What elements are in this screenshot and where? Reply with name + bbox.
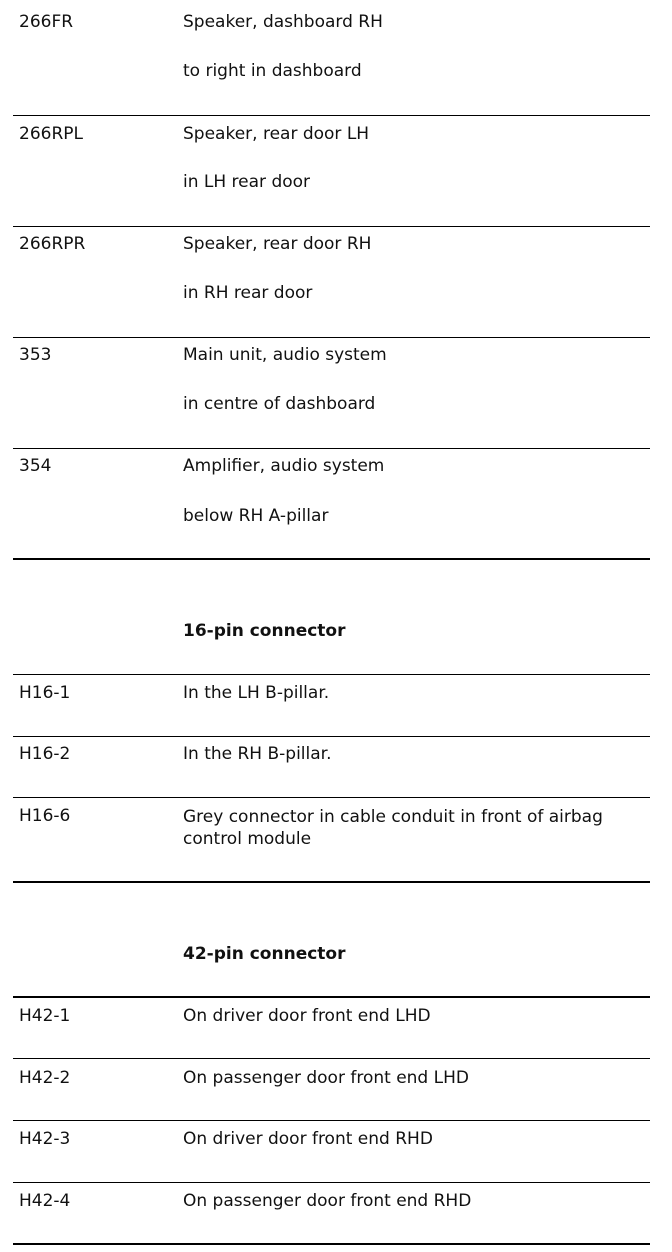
component-description: Speaker, dashboard RH [183,12,383,32]
component-location: in LH rear door [183,172,311,192]
row-divider [13,1182,650,1183]
connector-code: H16-2 [19,744,71,764]
component-location: below RH A-pillar [183,506,329,526]
section-divider [13,881,650,883]
component-description: Speaker, rear door LH [183,124,370,144]
connector-location: In the LH B-pillar. [183,683,330,703]
connector-code: H16-1 [19,683,71,703]
component-description: Main unit, audio system [183,345,387,365]
row-divider [13,337,650,338]
connector-code: H16-6 [19,806,71,826]
connector-code: H42-3 [19,1129,71,1149]
row-divider [13,1120,650,1121]
row-divider [13,797,650,798]
section-heading-42-pin: 42-pin connector [183,944,346,964]
component-code: 353 [19,345,52,365]
connector-code: H42-1 [19,1006,71,1026]
row-divider [13,674,650,675]
component-code: 266FR [19,12,74,32]
row-divider [13,448,650,449]
component-description: Amplifier, audio system [183,456,385,476]
connector-code: H42-4 [19,1191,71,1211]
connector-code: H42-2 [19,1068,71,1088]
connector-location: Grey connector in cable conduit in front of airbag control module [183,807,603,849]
connector-location: In the RH B-pillar. [183,744,332,764]
section-divider [13,558,650,560]
row-divider [13,736,650,737]
row-divider [13,996,650,998]
section-heading-16-pin: 16-pin connector [183,621,346,641]
component-code: 354 [19,456,52,476]
connector-location: On driver door front end RHD [183,1129,433,1149]
row-divider [13,115,650,116]
component-code: 266RPR [19,234,86,254]
component-location: in centre of dashboard [183,394,376,414]
section-divider [13,1243,650,1245]
connector-location: On passenger door front end RHD [183,1191,472,1211]
component-description: Speaker, rear door RH [183,234,372,254]
component-location: to right in dashboard [183,61,362,81]
connector-location: On passenger door front end LHD [183,1068,469,1088]
component-location: in RH rear door [183,283,313,303]
row-divider [13,226,650,227]
component-code: 266RPL [19,124,83,144]
row-divider [13,1058,650,1059]
connector-location: On driver door front end LHD [183,1006,431,1026]
